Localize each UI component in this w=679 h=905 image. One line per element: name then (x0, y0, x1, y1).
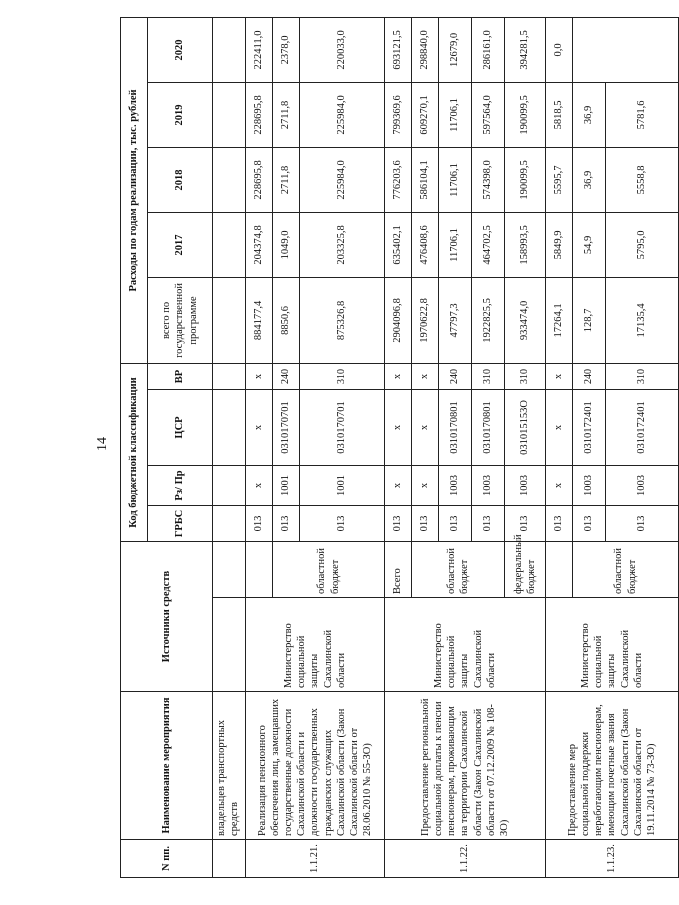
cell-2017: 5795,0 (606, 212, 679, 277)
cell-2020: 0,0 (546, 17, 573, 82)
cell-2018: 225984,0 (300, 147, 385, 212)
row-name: владельцев транспортных средств (213, 692, 246, 840)
row-executor: Министерство социальной защиты Сахалинской области (246, 598, 385, 692)
cell-total: 875326,8 (300, 277, 385, 363)
cell-csr: 031015153О (505, 390, 546, 466)
cell-2017: 635402,1 (385, 212, 412, 277)
cell-rzpr: 1001 (273, 466, 300, 506)
cell-2018: 5558,8 (606, 147, 679, 212)
cell-grbs: 013 (546, 506, 573, 542)
cell-2018: 5595,7 (546, 147, 573, 212)
cell-2019: 225984,0 (300, 82, 385, 147)
cell-total: 17135,4 (606, 277, 679, 363)
cell-csr: 0310170801 (439, 390, 472, 466)
table-row (213, 17, 246, 877)
cell-2019: 5818,5 (546, 82, 573, 147)
cell-grbs: 013 (606, 506, 679, 542)
cell-2018: 36,9 (573, 147, 606, 212)
cell-grbs: 013 (505, 506, 546, 542)
cell-2017: 203325,8 (300, 212, 385, 277)
cell-csr: 0310172401 (606, 390, 679, 466)
row-name: Реализация пенсионного обеспечения лиц, замещавших государственные должности Сахалинской области и должности государственных гражданских служащих Сахалинской области (Закон Сахалинской области от 28.06.2010 № 55-ЗО) (246, 692, 385, 840)
header-name: Наименование мероприятия (121, 692, 213, 840)
row-source: областной бюджет (573, 542, 679, 598)
cell-csr: 0310170801 (472, 390, 505, 466)
header-total: всего по государственной программе (148, 277, 213, 363)
rotated-landscape-page (120, 18, 657, 878)
cell-2018: 574398,0 (472, 147, 505, 212)
cell-total: 933474,0 (505, 277, 546, 363)
cell-vr: 310 (606, 363, 679, 389)
cell-2017: 1049,0 (273, 212, 300, 277)
cell-2019: 11706,1 (439, 82, 472, 147)
cell-2020: 2378,0 (273, 17, 300, 82)
header-vr: ВР (148, 363, 213, 389)
cell-2017: 158993,5 (505, 212, 546, 277)
cell-2019: 799369,6 (385, 82, 412, 147)
cell-2017: 464702,5 (472, 212, 505, 277)
table-row (546, 17, 573, 877)
row-executor: Министерство социальной защиты Сахалинской области (546, 598, 679, 692)
cell-2018: 228695,8 (246, 147, 273, 212)
cell-vr: х (246, 363, 273, 389)
cell-2018: 2711,8 (273, 147, 300, 212)
cell-2020: 693121,5 (385, 17, 412, 82)
cell-grbs: 013 (412, 506, 439, 542)
header-rzpr: Рз/ Пр (148, 466, 213, 506)
cell-rzpr: х (385, 466, 412, 506)
cell-2019: 609270,1 (412, 82, 439, 147)
row-source: областной бюджет (412, 542, 505, 598)
cell-2019: 36,9 (573, 82, 606, 147)
cell-2017: 204374,8 (246, 212, 273, 277)
header-spend-group: Расходы по годам реализации, тыс. рублей (121, 17, 148, 363)
page-number: 14 (95, 437, 110, 451)
cell-2019: 190099,5 (505, 82, 546, 147)
cell-rzpr: х (412, 466, 439, 506)
cell-2020: 222411,0 (246, 17, 273, 82)
cell-rzpr: х (246, 466, 273, 506)
cell-2019: 5781,6 (606, 82, 679, 147)
header-source: Источники средств (121, 542, 213, 692)
header-2017: 2017 (148, 212, 213, 277)
cell-vr: 240 (573, 363, 606, 389)
cell-2018: 190099,5 (505, 147, 546, 212)
header-2020: 2020 (148, 17, 213, 82)
cell-rzpr: 1003 (439, 466, 472, 506)
cell-csr: х (546, 390, 573, 466)
cell-2019: 597564,0 (472, 82, 505, 147)
cell-2017: 11706,1 (439, 212, 472, 277)
cell-2017: 476408,6 (412, 212, 439, 277)
cell-csr: х (385, 390, 412, 466)
cell-csr: 0310172401 (573, 390, 606, 466)
cell-rzpr: 1003 (573, 466, 606, 506)
cell-rzpr: 1001 (300, 466, 385, 506)
header-2019: 2019 (148, 82, 213, 147)
cell-total: 884177,4 (246, 277, 273, 363)
row-source: Всего (385, 542, 412, 598)
cell-rzpr: 1003 (505, 466, 546, 506)
header-code-group: Код бюджетной классификации (121, 363, 148, 541)
cell-total: 1970622,8 (412, 277, 439, 363)
cell-2018: 776203,6 (385, 147, 412, 212)
cell-grbs: 013 (573, 506, 606, 542)
cell-total: 128,7 (573, 277, 606, 363)
cell-total: 2904096,8 (385, 277, 412, 363)
cell-vr: 240 (439, 363, 472, 389)
cell-2019: 228695,8 (246, 82, 273, 147)
cell-csr: х (246, 390, 273, 466)
cell-grbs: 013 (439, 506, 472, 542)
row-name: Предоставление мер социальной поддержки неработающим пенсионерам, имеющим почетные звания Сахалинской области (Закон Сахалинской области от 19.11.2014 № 73-ЗО) (546, 692, 679, 840)
row-source: федеральный бюджет (505, 542, 546, 598)
cell-2020: 394281,5 (505, 17, 546, 82)
cell-2019: 2711,8 (273, 82, 300, 147)
row-num: 1.1.22. (385, 840, 546, 878)
cell-rzpr: 1003 (606, 466, 679, 506)
row-num: 1.1.23. (546, 840, 679, 878)
cell-rzpr: х (546, 466, 573, 506)
row-executor: Министерство социальной защиты Сахалинской области (385, 598, 546, 692)
cell-grbs: 013 (273, 506, 300, 542)
cell-2020: 286161,0 (472, 17, 505, 82)
table-wrapper (120, 18, 657, 878)
cell-2018: 586104,1 (412, 147, 439, 212)
table-row (385, 17, 412, 877)
cell-total: 1922825,5 (472, 277, 505, 363)
header-csr: ЦСР (148, 390, 213, 466)
row-num (213, 840, 246, 878)
cell-csr: 0310170701 (300, 390, 385, 466)
cell-vr: 310 (505, 363, 546, 389)
cell-grbs: 013 (300, 506, 385, 542)
cell-vr: х (412, 363, 439, 389)
table-row (246, 17, 273, 877)
cell-grbs: 013 (472, 506, 505, 542)
cell-2017: 5849,9 (546, 212, 573, 277)
cell-vr: х (385, 363, 412, 389)
header-num: N пп. (121, 840, 213, 878)
row-name: Предоставление региональной социальной доплаты к пенсии пенсионерам, проживающим на территории Сахалинской области (Закон Сахалинской области от 07.12.2009 № 108-ЗО) (385, 692, 546, 840)
cell-csr: х (412, 390, 439, 466)
cell-rzpr: 1003 (472, 466, 505, 506)
cell-total: 17264,1 (546, 277, 573, 363)
cell-vr: 240 (273, 363, 300, 389)
cell-2018: 11706,1 (439, 147, 472, 212)
row-source (246, 542, 273, 598)
cell-csr: 0310170701 (273, 390, 300, 466)
cell-2020: 220033,0 (300, 17, 385, 82)
header-2018: 2018 (148, 147, 213, 212)
cell-grbs: 013 (385, 506, 412, 542)
cell-grbs: 013 (246, 506, 273, 542)
row-source: областной бюджет (273, 542, 385, 598)
row-source (546, 542, 573, 598)
budget-table (120, 17, 679, 878)
header-grbs: ГРБС (148, 506, 213, 542)
cell-vr: х (546, 363, 573, 389)
cell-total: 8850,6 (273, 277, 300, 363)
cell-total: 47797,3 (439, 277, 472, 363)
cell-vr: 310 (300, 363, 385, 389)
cell-2020: 12679,0 (439, 17, 472, 82)
cell-2020 (573, 17, 679, 82)
cell-2020: 298840,0 (412, 17, 439, 82)
row-num: 1.1.21. (246, 840, 385, 878)
cell-2017: 54,9 (573, 212, 606, 277)
cell-vr: 310 (472, 363, 505, 389)
